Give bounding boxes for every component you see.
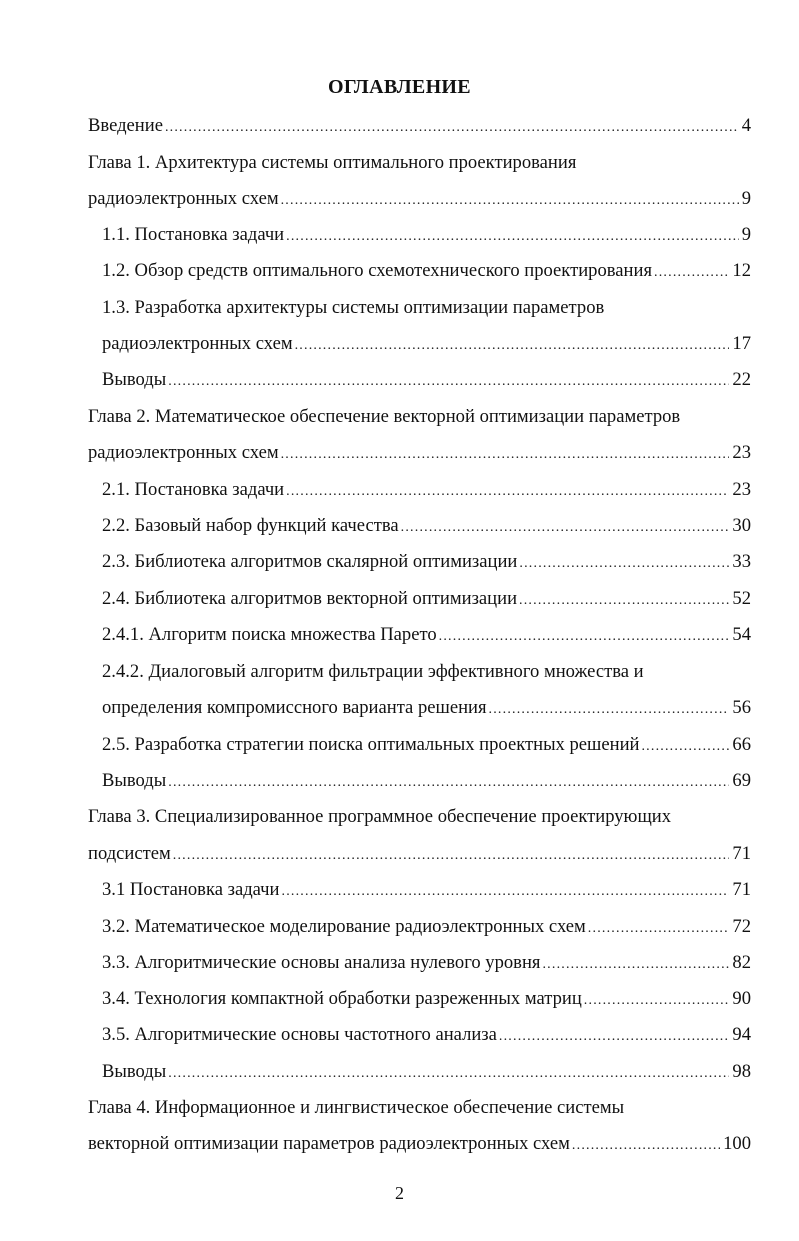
toc-page-number: 9	[741, 224, 751, 245]
toc-page-number: 71	[732, 879, 751, 900]
toc-entry-text: 3.2. Математическое моделирование радиоэлектронных схем	[102, 916, 586, 937]
toc-entry-text: Глава 3. Специализированное программное обеспечение проектирующих	[88, 806, 672, 827]
toc-entry	[88, 841, 751, 867]
toc-page-number: 12	[732, 260, 751, 281]
toc-entry-line	[102, 295, 604, 321]
toc-entry	[88, 1131, 751, 1157]
toc-entry-text: Глава 1. Архитектура системы оптимального проектирования	[88, 152, 577, 173]
toc-page-number: 30	[732, 515, 751, 536]
toc-entry-text: 2.4.2. Диалоговый алгоритм фильтрации эффективного множества и	[102, 661, 644, 682]
toc-entry-text: радиоэлектронных схем	[88, 188, 279, 209]
toc-entry-text: 2.2. Базовый набор функций качества	[102, 515, 399, 536]
toc-page-number: 54	[732, 624, 751, 645]
toc-page-number: 98	[732, 1061, 751, 1082]
toc-entry	[102, 331, 751, 357]
toc-entry	[102, 258, 751, 284]
toc-entry-text: 2.1. Постановка задачи	[102, 479, 285, 500]
toc-entry-text: Введение	[88, 115, 163, 136]
toc-entry	[102, 877, 751, 903]
toc-entry-text: 3.1 Постановка задачи	[102, 879, 280, 900]
toc-page-number: 4	[741, 115, 751, 136]
dot-leader	[588, 916, 730, 940]
toc-entry-text: Выводы	[102, 770, 167, 791]
toc-entry	[102, 586, 751, 612]
toc-entry-text: радиоэлектронных схем	[88, 442, 279, 463]
toc-entry	[102, 768, 751, 794]
toc-page-number: 22	[732, 369, 751, 390]
toc-entry-text: определения компромиссного варианта решения	[102, 697, 487, 718]
toc-entry-line	[88, 1095, 624, 1121]
toc-page-number: 23	[732, 479, 751, 500]
toc-entry-text: Выводы	[102, 1061, 167, 1082]
toc-page-number: 72	[732, 916, 751, 937]
dot-leader	[282, 879, 730, 903]
toc-entry-text: подсистем	[88, 843, 171, 864]
toc-entry-text: Выводы	[102, 369, 167, 390]
dot-leader	[572, 1133, 720, 1157]
toc-entry-line	[88, 150, 576, 176]
dot-leader	[439, 624, 730, 648]
toc-page-number: 69	[732, 770, 751, 791]
dot-leader	[173, 843, 730, 867]
toc-entry	[102, 1059, 751, 1085]
toc-entry-text: 1.2. Обзор средств оптимального схемотехнического проектирования	[102, 260, 653, 281]
toc-page-number: 94	[732, 1024, 751, 1045]
toc-page-number: 71	[732, 843, 751, 864]
toc-entry-text: Глава 4. Информационное и лингвистическое обеспечение системы	[88, 1097, 625, 1118]
dot-leader	[286, 479, 729, 503]
toc-entry-text: 1.1. Постановка задачи	[102, 224, 285, 245]
dot-leader	[542, 952, 729, 976]
toc-page-number: 56	[732, 697, 751, 718]
toc-entry	[102, 513, 751, 539]
toc-entry-line	[88, 804, 671, 830]
toc-page-number: 66	[732, 734, 751, 755]
toc-entry	[102, 986, 751, 1012]
toc-entry	[102, 695, 751, 721]
toc-page-number: 17	[732, 333, 751, 354]
toc-entry-text: Глава 2. Математическое обеспечение векторной оптимизации параметров	[88, 406, 681, 427]
dot-leader	[401, 515, 730, 539]
dot-leader	[168, 770, 729, 794]
dot-leader	[641, 734, 729, 758]
toc-entry-line	[88, 404, 680, 430]
toc-entry-text: 3.3. Алгоритмические основы анализа нулевого уровня	[102, 952, 541, 973]
dot-leader	[295, 333, 730, 357]
dot-leader	[165, 115, 739, 139]
toc-page-number: 82	[732, 952, 751, 973]
toc-entry-text: 2.4.1. Алгоритм поиска множества Парето	[102, 624, 437, 645]
toc-entry-text: 2.4. Библиотека алгоритмов векторной оптимизации	[102, 588, 518, 609]
toc-entry	[102, 914, 751, 940]
toc-entry	[102, 622, 751, 648]
toc-entry	[102, 477, 751, 503]
dot-leader	[654, 260, 729, 284]
page-number: 2	[395, 1183, 404, 1203]
toc-entry-text: векторной оптимизации параметров радиоэлектронных схем	[88, 1133, 570, 1154]
dot-leader	[519, 551, 729, 575]
toc-page-number: 100	[723, 1133, 751, 1154]
dot-leader	[281, 442, 730, 466]
toc-entry	[102, 222, 751, 248]
toc-entry	[102, 732, 751, 758]
toc-page-number: 90	[732, 988, 751, 1009]
toc-entry-line	[102, 659, 644, 685]
toc-entry-text: 3.4. Технология компактной обработки разреженных матриц	[102, 988, 582, 1009]
page-title: ОГЛАВЛЕНИЕ	[328, 76, 471, 98]
toc-entry	[88, 186, 751, 212]
dot-leader	[519, 588, 729, 612]
dot-leader	[499, 1024, 730, 1048]
toc-entry-text: 3.5. Алгоритмические основы частотного анализа	[102, 1024, 497, 1045]
toc-entry-text: радиоэлектронных схем	[102, 333, 293, 354]
toc-page-number: 33	[732, 551, 751, 572]
toc-entry-text: 2.5. Разработка стратегии поиска оптимальных проектных решений	[102, 734, 640, 755]
dot-leader	[584, 988, 730, 1012]
toc-entry	[88, 440, 751, 466]
dot-leader	[489, 697, 730, 721]
toc-entry	[102, 367, 751, 393]
toc-entry	[102, 1022, 751, 1048]
toc-entry	[102, 950, 751, 976]
dot-leader	[168, 369, 729, 393]
toc-page-number: 52	[732, 588, 751, 609]
toc-entry	[88, 113, 751, 139]
toc-page-number: 23	[732, 442, 751, 463]
toc-page-number: 9	[741, 188, 751, 209]
toc-entry-text: 2.3. Библиотека алгоритмов скалярной оптимизации	[102, 551, 518, 572]
dot-leader	[168, 1061, 729, 1085]
toc-entry-text: 1.3. Разработка архитектуры системы оптимизации параметров	[102, 297, 605, 318]
dot-leader	[286, 224, 739, 248]
dot-leader	[281, 188, 739, 212]
toc-entry	[102, 549, 751, 575]
